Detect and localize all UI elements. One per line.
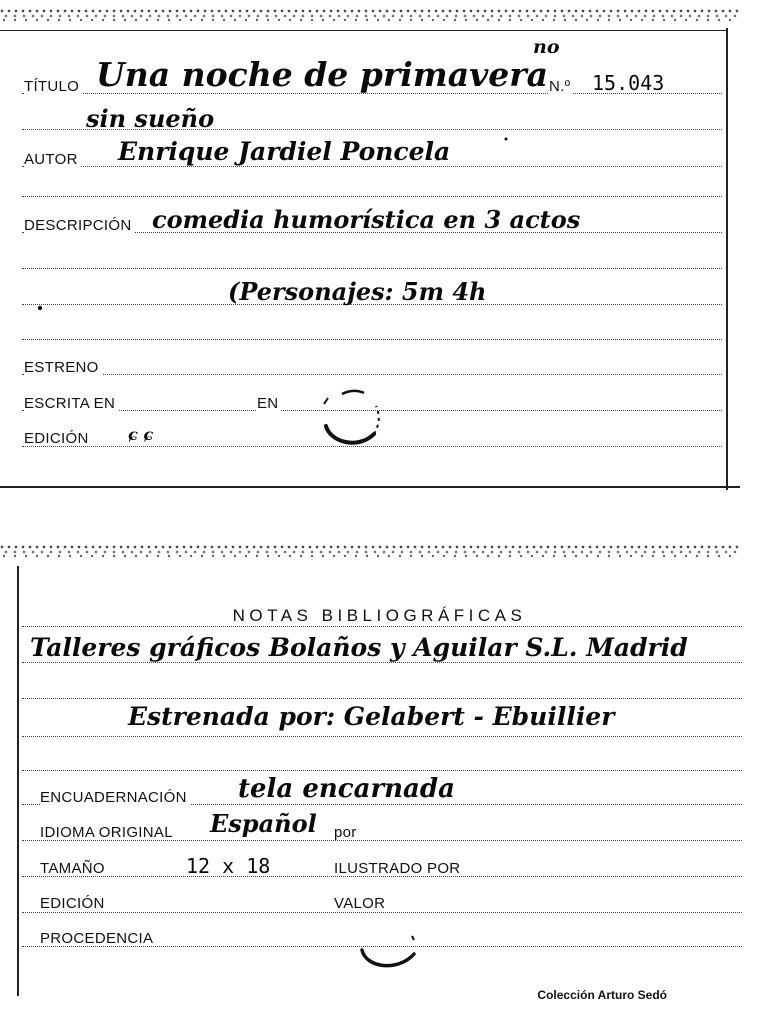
titulo-line2-value: sin sueño	[86, 104, 215, 133]
circular-stamp-mark	[352, 928, 422, 978]
encuadernacion-label: ENCUADERNACIÓN	[40, 790, 190, 805]
notas-bibliograficas-heading: NOTAS BIBLIOGRÁFICAS	[232, 606, 527, 625]
edicion-label: EDICIÓN	[24, 431, 92, 446]
rule-line	[22, 736, 742, 737]
descripcion-value: comedia humorística en 3 actos	[152, 205, 581, 234]
personajes-value: (Personajes: 5m 4h	[228, 277, 487, 306]
torn-top-edge	[0, 8, 740, 22]
card-left-edge	[17, 566, 19, 996]
numero-value: 15.043	[592, 71, 665, 95]
rule-line	[22, 268, 722, 269]
rule-line	[22, 374, 722, 375]
descripcion-label: DESCRIPCIÓN	[24, 218, 134, 233]
rule-line	[22, 626, 742, 627]
rule-line	[22, 196, 722, 197]
circular-stamp-mark	[318, 384, 388, 454]
rule-line	[22, 339, 722, 340]
collection-footer: Colección Arturo Sedó	[537, 988, 667, 1002]
rule-line	[22, 662, 742, 663]
notes-line-2: Estrenada por: Gelabert - Ebuillier	[128, 702, 615, 731]
tamano-value: 12 x 18	[186, 854, 271, 878]
ink-dot	[503, 136, 509, 142]
escrita-en-label: ESCRITA EN	[24, 396, 118, 411]
autor-label: AUTOR	[24, 152, 81, 167]
tamano-label: TAMAÑO	[40, 861, 108, 876]
ink-dot	[36, 304, 44, 312]
notes-line-1: Talleres gráficos Bolaños y Aguilar S.L. Madrid	[30, 633, 688, 662]
rule-line	[22, 770, 742, 771]
card-right-edge	[726, 28, 728, 490]
encuadernacion-value: tela encarnada	[238, 774, 455, 804]
rule-line	[22, 912, 742, 913]
rule-line	[22, 166, 722, 167]
numero-label: N.º	[549, 79, 573, 94]
en-label: EN	[257, 396, 281, 411]
valor-label: VALOR	[334, 896, 388, 911]
procedencia-label: PROCEDENCIA	[40, 931, 156, 946]
por-label: por	[334, 825, 360, 840]
titulo-value: Una noche de primavera	[96, 55, 549, 94]
edicion-value: ɕ ɕ	[128, 425, 154, 444]
titulo-label: TÍTULO	[24, 79, 82, 94]
titulo-superscript: no	[533, 36, 560, 58]
card-top-edge	[0, 30, 728, 31]
ilustrado-por-label: ILUSTRADO POR	[334, 861, 463, 876]
torn-top-edge	[0, 544, 740, 558]
edicion-label: EDICIÓN	[40, 896, 108, 911]
card-bottom-edge	[0, 486, 740, 488]
idioma-original-label: IDIOMA ORIGINAL	[40, 825, 176, 840]
catalog-card-back	[0, 540, 759, 1028]
estreno-label: ESTRENO	[24, 360, 102, 375]
catalog-card-front	[0, 0, 759, 500]
autor-value: Enrique Jardiel Poncela	[118, 137, 451, 166]
idioma-original-value: Español	[210, 809, 317, 838]
rule-line	[22, 698, 742, 699]
